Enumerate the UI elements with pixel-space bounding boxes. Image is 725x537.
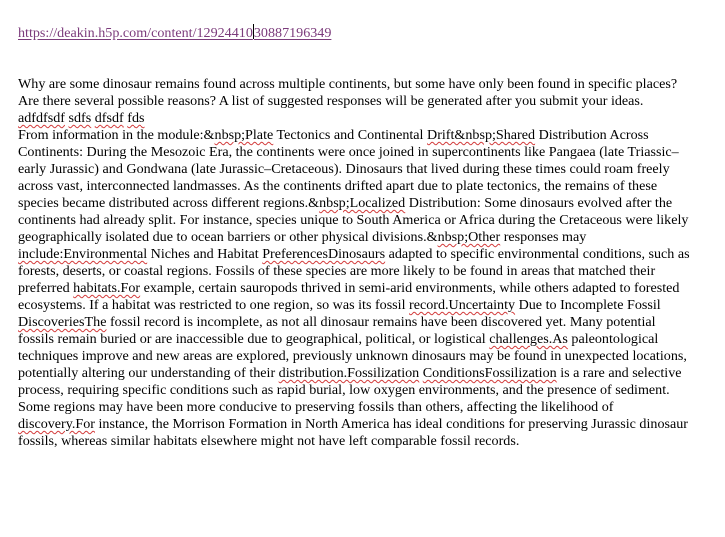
body-text-segment: From information in the module:& xyxy=(18,127,215,143)
document-page xyxy=(18,24,692,450)
typed-response-line[interactable] xyxy=(18,110,692,127)
content-url-link[interactable] xyxy=(18,24,331,42)
misspelled-word: Drift&nbsp;Shared xyxy=(427,127,536,143)
typed-word: dfsdf xyxy=(94,110,124,126)
body-text-segment: Distribution: Some dinosaurs evolved after the continents had already split. For instance, species unique to South America or Africa during the Cretaceous were likely geographically isolated due to ocean barriers or other physical divisions.& xyxy=(18,195,689,245)
misspelled-word: nbsp;Other xyxy=(437,229,501,245)
body-text-segment: adapted to specific environmental conditions, such as forests, deserts, or coastal regions. Fossils of these species are more likely to be found in areas that matched their preferred xyxy=(18,246,690,296)
url-part-1: https://deakin.h5p.com/content/12924410 xyxy=(18,25,253,41)
question-text: Why are some dinosaur remains found across multiple continents, but some have only been found in specific places? Are there several possible reasons? A list of suggested responses will be generated after you submit your ideas. xyxy=(18,76,678,109)
typed-word: fds xyxy=(127,110,145,126)
suggested-response-body xyxy=(18,127,692,450)
body-text-segment: instance, the Morrison Formation in North America has ideal conditions for preserving Jurassic dinosaur fossils, whereas similar habitats elsewhere might not have left comparable fossil records. xyxy=(18,416,688,449)
misspelled-word: PreferencesDinosaurs xyxy=(262,246,386,262)
misspelled-word: DiscoveriesThe xyxy=(18,314,107,330)
body-text-segment: Tectonics and Continental xyxy=(273,127,428,143)
body-text-segment: Distribution Across Continents: During the Mesozoic Era, the continents were once joined in supercontinents like Pangaea (late Triassic–early Jurassic) and Gondwana (late Jurassic–Cretaceous). Dinosaurs that lived during these times could roam freely across vast, interconnected landmasses. As the continents drifted apart due to plate tectonics, the remains of these species became distributed across different regions.& xyxy=(18,127,679,211)
typed-word: adfdfsdf xyxy=(18,110,65,126)
typed-word: sdfs xyxy=(68,110,92,126)
body-text-segment: Niches and Habitat xyxy=(147,246,263,262)
body-text-segment: fossil record is incomplete, as not all dinosaur remains have been discovered yet. Many potential fossils remain buried or are inaccessible due to geographical, political, or logistical xyxy=(18,314,656,347)
body-text-segment: is a rare and selective process, requiring specific conditions such as rapid burial, low oxygen environments, and the presence of sediment. Some regions may have been more conducive to preserving fossils than others, affecting the likelihood of xyxy=(18,365,682,415)
body-text-segment: Due to Incomplete Fossil xyxy=(515,297,661,313)
misspelled-word: distribution.Fossilization xyxy=(278,365,420,381)
body-text-segment: example, certain sauropods thrived in semi-arid environments, while others adapted to forested ecosystems. If a habitat was restricted to one region, so was its fossil xyxy=(18,280,680,313)
misspelled-word: include:Environmental xyxy=(18,246,148,262)
body-text-segment: responses may xyxy=(500,229,587,245)
misspelled-word: discovery.For xyxy=(18,416,95,432)
misspelled-word: ConditionsFossilization xyxy=(422,365,557,381)
misspelled-word: record.Uncertainty xyxy=(409,297,516,313)
misspelled-word: habitats.For xyxy=(73,280,141,296)
url-part-2: 30887196349 xyxy=(253,25,332,41)
body-text-segment: paleontological techniques improve and new areas are explored, previously unknown dinosaurs may be found in unexpected locations, potentially altering our understanding of their xyxy=(18,331,687,381)
misspelled-word: nbsp;Plate xyxy=(214,127,274,143)
misspelled-word: nbsp;Localized xyxy=(319,195,406,211)
misspelled-word: challenges.As xyxy=(489,331,568,347)
